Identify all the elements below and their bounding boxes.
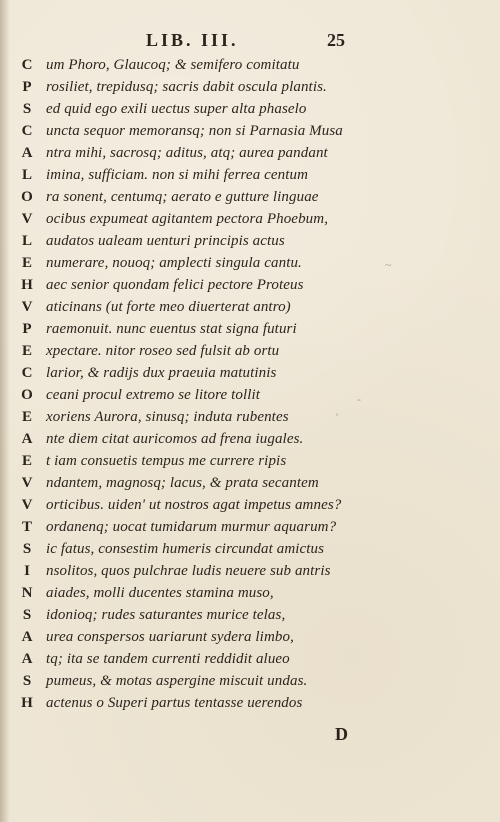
verse-line-7	[0, 186, 500, 208]
verse-text: t iam consuetis tempus me currere ripis	[46, 453, 287, 469]
verse-line-3	[0, 98, 500, 120]
verse-initial: A	[21, 145, 33, 161]
verse-text: ic fatus, consestim humeris circundat amictus	[46, 541, 325, 557]
verse-line-9	[0, 230, 500, 252]
verse-text: um Phoro, Glaucoq; & semifero comitatu	[46, 57, 300, 73]
verse-text: aec senior quondam felici pectore Proteus	[46, 277, 304, 293]
verse-initial: S	[22, 607, 32, 623]
margin-mark: '	[336, 410, 339, 424]
verse-text: aticinans (ut forte meo diuerterat antro)	[46, 299, 291, 315]
verse-line-27	[0, 626, 500, 648]
verse-line-14	[0, 340, 500, 362]
running-head: LIB. III.	[146, 30, 239, 50]
verse-initial: V	[21, 211, 33, 227]
verse-text: larior, & radijs dux praeuia matutinis	[46, 365, 277, 381]
verse-line-24	[0, 560, 500, 582]
verse-initial: E	[21, 409, 32, 425]
verse-line-28	[0, 648, 500, 670]
verse-line-18	[0, 428, 500, 450]
verse-text: nsolitos, quos pulchrae ludis neuere sub antris	[46, 563, 331, 579]
verse-line-11	[0, 274, 500, 296]
verse-line-1	[0, 54, 500, 76]
verse-line-12	[0, 296, 500, 318]
verse-text: xpectare. nitor roseo sed fulsit ab ortu	[46, 343, 280, 359]
verse-initial: L	[21, 167, 32, 183]
verse-line-16	[0, 384, 500, 406]
verse-initial: T	[21, 519, 32, 535]
verse-text: uncta sequor memoransq; non si Parnasia Musa	[46, 123, 343, 139]
verse-initial: A	[21, 629, 33, 645]
verse-line-21	[0, 494, 500, 516]
verse-line-2	[0, 76, 500, 98]
page-header	[0, 30, 500, 54]
verse-text: raemonuit. nunc euentus stat signa futuri	[46, 321, 297, 337]
catchword: D	[335, 724, 348, 744]
verse-text: audatos ualeam uenturi principis actus	[46, 233, 285, 249]
verse-initial: C	[21, 365, 33, 381]
verse-block	[0, 54, 500, 714]
verse-text: idonioq; rudes saturantes murice telas,	[46, 607, 286, 623]
verse-initial: E	[21, 255, 32, 271]
verse-line-19	[0, 450, 500, 472]
verse-initial: C	[21, 123, 33, 139]
verse-initial: O	[21, 387, 33, 403]
verse-initial: C	[21, 57, 33, 73]
verse-text: ocibus expumeat agitantem pectora Phoebum,	[46, 211, 329, 227]
verse-text: tq; ita se tandem currenti reddidit alueo	[46, 651, 290, 667]
verse-line-17	[0, 406, 500, 428]
verse-line-10	[0, 252, 500, 274]
verse-text: nte diem citat auricomos ad frena iugales.	[46, 431, 304, 447]
verse-initial: S	[22, 101, 32, 117]
verse-text: rosiliet, trepidusq; sacris dabit oscula plantis.	[46, 79, 327, 95]
verse-line-20	[0, 472, 500, 494]
verse-line-23	[0, 538, 500, 560]
page-number: 25	[327, 30, 345, 50]
verse-line-5	[0, 142, 500, 164]
verse-initial: V	[21, 497, 33, 513]
verse-initial: A	[21, 651, 33, 667]
verse-text: ceani procul extremo se litore tollit	[46, 387, 261, 403]
margin-mark: -	[357, 392, 361, 406]
verse-initial: V	[21, 299, 33, 315]
verse-text: ed quid ego exili uectus super alta phaselo	[46, 101, 307, 117]
verse-text: orticibus. uiden' ut nostros agat impetus amnes?	[46, 497, 342, 513]
verse-text: numerare, nouoq; amplecti singula cantu.	[46, 255, 302, 271]
verse-initial: S	[22, 541, 32, 557]
verse-line-6	[0, 164, 500, 186]
verse-text: urea conspersos uariarunt sydera limbo,	[46, 629, 294, 645]
verse-line-26	[0, 604, 500, 626]
verse-initial: L	[21, 233, 32, 249]
verse-line-30	[0, 692, 500, 714]
verse-text: actenus o Superi partus tentasse uerendos	[46, 695, 303, 711]
verse-text: aiades, molli ducentes stamina muso,	[46, 585, 274, 601]
verse-line-4	[0, 120, 500, 142]
verse-text: ra sonent, centumq; aerato e gutture linguae	[46, 189, 319, 205]
margin-mark: ~	[385, 258, 392, 272]
verse-initial: E	[21, 453, 32, 469]
verse-initial: O	[21, 189, 33, 205]
verse-initial: P	[22, 321, 32, 337]
verse-line-22	[0, 516, 500, 538]
verse-initial: A	[21, 431, 33, 447]
verse-initial: E	[21, 343, 32, 359]
verse-text: pumeus, & motas aspergine miscuit undas.	[46, 673, 308, 689]
verse-initial: V	[21, 475, 33, 491]
verse-initial: I	[24, 563, 30, 579]
verse-line-15	[0, 362, 500, 384]
verse-initial: N	[21, 585, 33, 601]
verse-initial: H	[21, 277, 33, 293]
verse-line-8	[0, 208, 500, 230]
verse-initial: S	[22, 673, 32, 689]
verse-text: ntra mihi, sacrosq; aditus, atq; aurea pandant	[46, 145, 328, 161]
verse-text: imina, sufficiam. non si mihi ferrea centum	[46, 167, 309, 183]
verse-initial: H	[21, 695, 33, 711]
verse-text: ndantem, magnosq; lacus, & prata secantem	[46, 475, 319, 491]
verse-line-29	[0, 670, 500, 692]
verse-initial: P	[22, 79, 32, 95]
verse-text: ordanenq; uocat tumidarum murmur aquarum?	[46, 519, 337, 535]
verse-text: xoriens Aurora, sinusq; induta rubentes	[46, 409, 289, 425]
verse-line-13	[0, 318, 500, 340]
verse-line-25	[0, 582, 500, 604]
